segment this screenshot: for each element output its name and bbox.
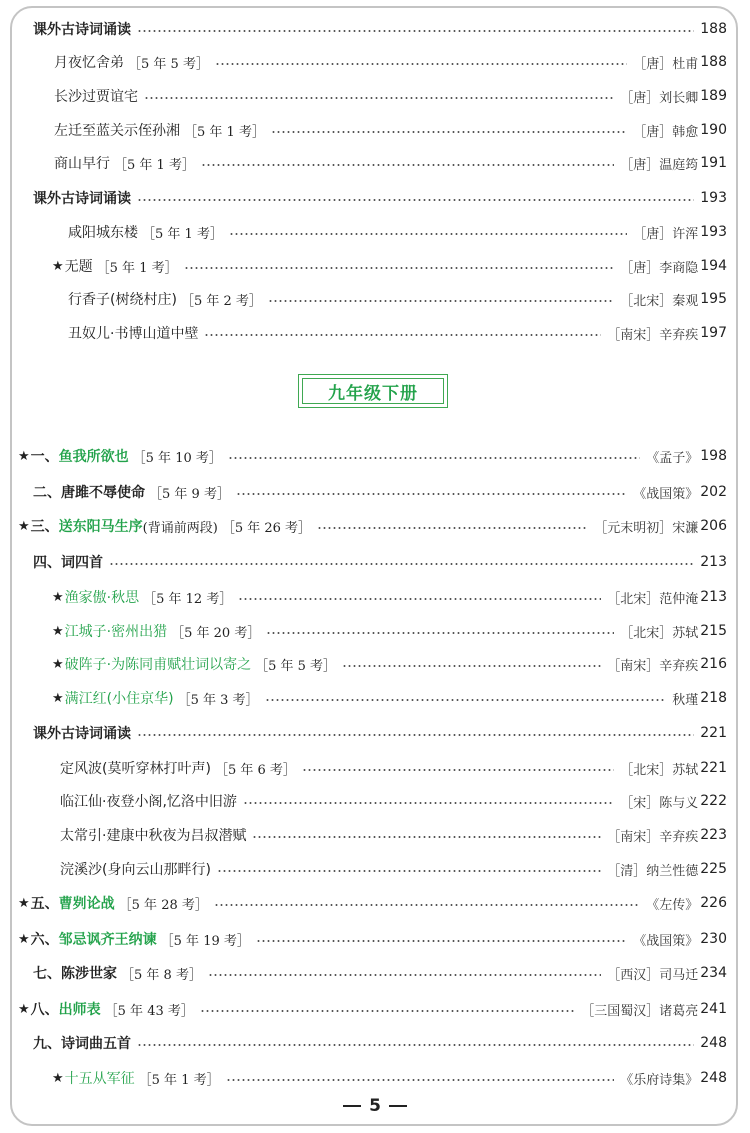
- exam-frequency: ［5 年 5 考］: [128, 56, 209, 72]
- toc-entry[interactable]: [60, 857, 727, 881]
- entry-title: 浣溪沙(身向云山那畔行): [60, 862, 211, 878]
- entry-author: ［唐］李商隐: [620, 260, 699, 276]
- dot-leader: [109, 563, 694, 565]
- toc-entry[interactable]: [68, 321, 727, 345]
- dot-leader: [317, 527, 588, 529]
- entry-page-number: 197: [700, 325, 727, 341]
- entry-page-number: 222: [700, 793, 727, 809]
- dot-leader: [265, 699, 667, 701]
- entry-page-number: 202: [700, 484, 727, 500]
- exam-frequency: ［5 年 2 考］: [180, 293, 262, 309]
- entry-author: ［宋］陈与义: [620, 795, 699, 811]
- entry-title: 行香子(树绕村庄): [68, 292, 177, 308]
- toc-entry[interactable]: [60, 823, 727, 847]
- exam-frequency: ［5 年 12 考］: [143, 591, 233, 607]
- entry-author: 《孟子》: [646, 450, 699, 466]
- star-icon: ★: [52, 1070, 64, 1086]
- exam-frequency: ［5 年 26 考］: [221, 520, 312, 536]
- exam-frequency: ［5 年 19 考］: [160, 933, 250, 949]
- dot-leader: [184, 267, 615, 269]
- toc-entry[interactable]: [33, 721, 727, 745]
- entry-page-number: 221: [700, 725, 727, 741]
- exam-frequency: ［5 年 8 考］: [121, 967, 202, 983]
- toc-entry[interactable]: [60, 789, 727, 813]
- entry-prefix: 二、: [33, 485, 61, 501]
- dot-leader: [229, 233, 627, 235]
- dot-leader: [268, 300, 614, 302]
- entry-page-number: 213: [700, 589, 727, 605]
- star-icon: ★: [52, 258, 64, 274]
- entry-title: 词四首: [61, 555, 103, 571]
- dot-leader: [266, 632, 614, 634]
- entry-page-number: 216: [700, 656, 727, 672]
- star-icon: ★: [18, 448, 30, 464]
- star-icon: ★: [18, 518, 30, 534]
- toc-entry[interactable]: [54, 84, 727, 108]
- page-number: 5: [369, 1096, 381, 1116]
- toc-entry[interactable]: [52, 585, 727, 609]
- section-header: [298, 374, 448, 408]
- toc-entry[interactable]: [68, 220, 727, 244]
- entry-page-number: 189: [700, 88, 727, 104]
- entry-author: ［北宋］苏轼: [620, 625, 699, 641]
- exam-frequency: ［5 年 1 考］: [114, 157, 195, 173]
- exam-frequency: ［5 年 1 考］: [184, 124, 265, 140]
- entry-title: 诗词曲五首: [61, 1036, 131, 1052]
- entry-page-number: 248: [700, 1035, 727, 1051]
- entry-author: ［北宋］范仲淹: [607, 591, 699, 607]
- entry-page-number: 188: [700, 54, 727, 70]
- dot-leader: [204, 334, 601, 336]
- entry-page-number: 190: [700, 122, 727, 138]
- entry-author: ［北宋］秦观: [620, 293, 699, 309]
- star-icon: ★: [18, 895, 30, 911]
- toc-entry[interactable]: [18, 927, 727, 951]
- exam-frequency: ［5 年 3 考］: [177, 692, 259, 708]
- entry-title: 无题: [64, 259, 93, 275]
- dot-leader: [271, 131, 627, 133]
- entry-author: ［南宋］辛弃疾: [607, 829, 699, 845]
- entry-page-number: 191: [700, 155, 727, 171]
- toc-entry[interactable]: [18, 444, 727, 468]
- star-icon: ★: [52, 690, 64, 706]
- entry-author: 《乐府诗集》: [620, 1072, 699, 1088]
- entry-page-number: 223: [700, 827, 727, 843]
- toc-entry[interactable]: [18, 997, 727, 1021]
- toc-entry[interactable]: [33, 550, 727, 574]
- entry-title: 长沙过贾谊宅: [54, 89, 138, 105]
- exam-frequency: ［5 年 1 考］: [96, 260, 178, 276]
- footer-dash-right: [389, 1105, 407, 1107]
- entry-page-number: 198: [700, 448, 727, 464]
- entry-page-number: 230: [700, 931, 727, 947]
- toc-entry[interactable]: [68, 287, 727, 311]
- entry-page-number: 213: [700, 554, 727, 570]
- entry-title: 临江仙·夜登小阁,忆洛中旧游: [60, 794, 237, 810]
- dot-leader: [228, 457, 640, 459]
- toc-entry[interactable]: [33, 17, 727, 41]
- toc-entry[interactable]: [52, 652, 727, 676]
- toc-entry[interactable]: [33, 480, 727, 504]
- entry-title: 鱼我所欲也: [58, 449, 129, 465]
- entry-title: 太常引·建康中秋夜为吕叔潜赋: [60, 828, 247, 844]
- entry-author: ［唐］刘长卿: [620, 90, 699, 106]
- entry-title: 定风波(莫听穿林打叶声): [60, 761, 211, 777]
- entry-title: 课外古诗词诵读: [33, 726, 131, 742]
- star-icon: ★: [18, 931, 30, 947]
- entry-author: 《战国策》: [633, 486, 699, 502]
- dot-leader: [201, 164, 614, 166]
- entry-title: 唐雎不辱使命: [61, 485, 145, 501]
- entry-prefix: 一、: [30, 449, 59, 465]
- entry-title: 十五从军征: [64, 1071, 135, 1087]
- entry-author: ［唐］温庭筠: [620, 157, 699, 173]
- entry-prefix: 四、: [33, 555, 61, 571]
- dot-leader: [137, 1044, 694, 1046]
- exam-frequency: ［5 年 6 考］: [214, 762, 296, 778]
- dot-leader: [342, 665, 601, 667]
- page-footer: [0, 1096, 750, 1116]
- entry-page-number: 225: [700, 861, 727, 877]
- dot-leader: [256, 940, 627, 942]
- entry-page-number: 194: [700, 258, 727, 274]
- toc-entry[interactable]: [52, 1066, 727, 1090]
- exam-frequency: ［5 年 43 考］: [104, 1003, 194, 1019]
- entry-page-number: 206: [700, 518, 727, 534]
- entry-title: 满江红(小住京华): [64, 691, 174, 707]
- entry-author: ［元末明初］宋濂: [594, 520, 699, 536]
- dot-leader: [238, 598, 601, 600]
- footer-dash-left: [343, 1105, 361, 1107]
- entry-title: 咸阳城东楼: [68, 225, 138, 241]
- entry-prefix: 八、: [30, 1002, 59, 1018]
- entry-author: 《战国策》: [633, 933, 699, 949]
- entry-page-number: 248: [700, 1070, 727, 1086]
- entry-page-number: 193: [700, 224, 727, 240]
- star-icon: ★: [52, 623, 64, 639]
- entry-author: ［唐］韩愈: [633, 124, 699, 140]
- entry-page-number: 218: [700, 690, 727, 706]
- toc-entry[interactable]: [54, 50, 727, 74]
- toc-entry[interactable]: [33, 961, 727, 985]
- entry-title: 月夜忆舍弟: [54, 55, 124, 71]
- dot-leader: [214, 904, 640, 906]
- toc-entry[interactable]: [52, 619, 727, 643]
- entry-author: ［南宋］辛弃疾: [607, 658, 699, 674]
- toc-entry[interactable]: [54, 118, 727, 142]
- entry-author: ［唐］许浑: [633, 226, 699, 242]
- entry-prefix: 七、: [33, 966, 61, 982]
- toc-entry[interactable]: [18, 891, 727, 915]
- star-icon: ★: [18, 1001, 30, 1017]
- exam-frequency: ［5 年 9 考］: [149, 486, 230, 502]
- dot-leader: [236, 493, 627, 495]
- dot-leader: [144, 97, 614, 99]
- entry-page-number: 215: [700, 623, 727, 639]
- dot-leader: [226, 1079, 615, 1081]
- dot-leader: [243, 802, 614, 804]
- entry-title: 渔家傲·秋思: [64, 590, 140, 606]
- exam-frequency: ［5 年 10 考］: [132, 450, 222, 466]
- entry-author: ［唐］杜甫: [633, 56, 699, 72]
- star-icon: ★: [52, 656, 64, 672]
- section-header-label: 九年级下册: [328, 383, 418, 404]
- dot-leader: [137, 199, 694, 201]
- exam-frequency: ［5 年 1 考］: [138, 1072, 220, 1088]
- toc-entry[interactable]: [33, 186, 727, 210]
- dot-leader: [208, 974, 601, 976]
- toc-entry[interactable]: [54, 151, 727, 175]
- entry-page-number: 221: [700, 760, 727, 776]
- exam-frequency: ［5 年 20 考］: [171, 625, 261, 641]
- dot-leader: [137, 30, 694, 32]
- entry-author: 《左传》: [646, 897, 699, 913]
- toc-entry[interactable]: [60, 756, 727, 780]
- dot-leader: [302, 769, 614, 771]
- entry-title: 破阵子·为陈同甫赋壮词以寄之: [64, 657, 252, 673]
- exam-frequency: ［5 年 5 考］: [255, 658, 337, 674]
- entry-title: 曹刿论战: [58, 896, 115, 912]
- entry-author: ［清］纳兰性德: [607, 863, 699, 879]
- entry-author: ［北宋］苏轼: [620, 762, 699, 778]
- entry-title: 丑奴儿·书博山道中壁: [68, 326, 199, 342]
- toc-entry[interactable]: [33, 1031, 727, 1055]
- entry-title: 课外古诗词诵读: [33, 22, 131, 38]
- toc-entry[interactable]: [18, 514, 727, 538]
- entry-prefix: 五、: [30, 896, 59, 912]
- dot-leader: [217, 870, 601, 872]
- entry-title: 邹忌讽齐王纳谏: [58, 932, 157, 948]
- entry-author: ［南宋］辛弃疾: [607, 327, 699, 343]
- entry-page-number: 193: [700, 190, 727, 206]
- toc-entry[interactable]: [52, 254, 727, 278]
- entry-page-number: 234: [700, 965, 727, 981]
- entry-title: 陈涉世家: [61, 966, 117, 982]
- entry-title: 左迁至蓝关示侄孙湘: [54, 123, 180, 139]
- entry-title: 送东阳马生序: [58, 519, 143, 535]
- entry-author: ［三国蜀汉］诸葛亮: [581, 1003, 699, 1019]
- entry-note: (背诵前两段): [142, 520, 218, 536]
- entry-author: 秋瑾: [672, 692, 699, 708]
- star-icon: ★: [52, 589, 64, 605]
- entry-title: 出师表: [58, 1002, 101, 1018]
- toc-entry[interactable]: [52, 686, 727, 710]
- dot-leader: [252, 836, 601, 838]
- entry-title: 商山早行: [54, 156, 110, 172]
- entry-page-number: 241: [700, 1001, 727, 1017]
- entry-prefix: 三、: [30, 519, 59, 535]
- entry-prefix: 六、: [30, 932, 59, 948]
- entry-title: 江城子·密州出猎: [64, 624, 168, 640]
- entry-title: 课外古诗词诵读: [33, 191, 131, 207]
- entry-author: ［西汉］司马迁: [607, 967, 699, 983]
- entry-page-number: 195: [700, 291, 727, 307]
- entry-prefix: 九、: [33, 1036, 61, 1052]
- entry-page-number: 188: [700, 21, 727, 37]
- dot-leader: [215, 63, 627, 65]
- entry-page-number: 226: [700, 895, 727, 911]
- dot-leader: [137, 734, 694, 736]
- exam-frequency: ［5 年 1 考］: [142, 226, 223, 242]
- dot-leader: [200, 1010, 575, 1012]
- exam-frequency: ［5 年 28 考］: [118, 897, 208, 913]
